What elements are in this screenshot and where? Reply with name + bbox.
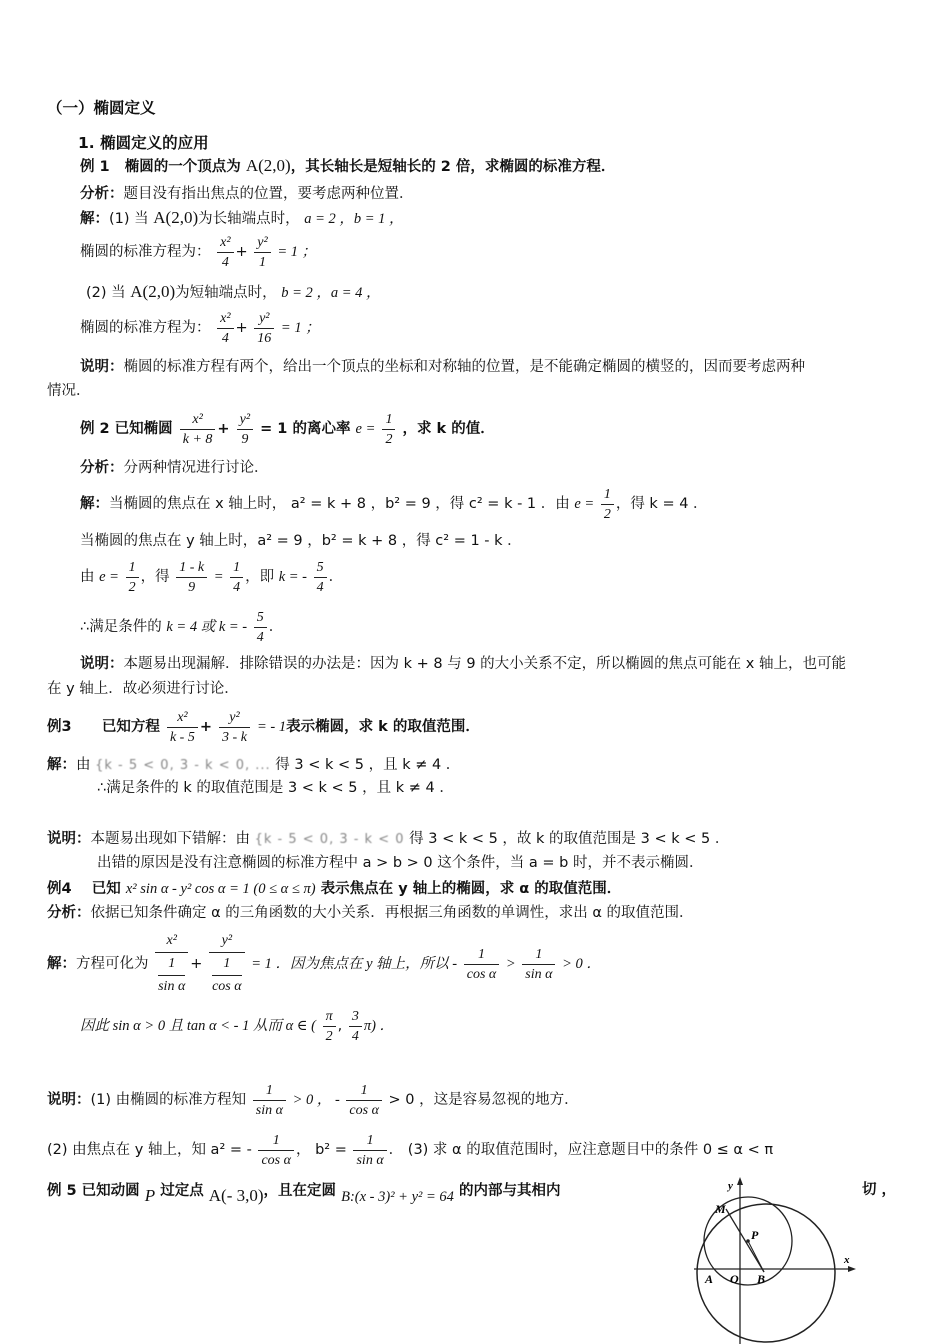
label-b: B bbox=[757, 1272, 766, 1286]
circle-figure bbox=[688, 1175, 858, 1344]
section-title: （一）椭圆定义 bbox=[47, 99, 156, 117]
ex4-note-2: (2) 由焦点在 y 轴上，知 a² = - $\frac{1}{\text{cos α}}$ ， b² = $\frac{1}{\text{sin α}}$ ． (3) 求 α 的取值范围时，应注意题目中的条件 0 ≤ α < π bbox=[47, 1132, 774, 1168]
label-x: x bbox=[844, 1254, 850, 1266]
ex1-problem: 例 1 椭圆的一个顶点为 A(2,0)，其长轴长是短轴长的 2 倍，求椭圆的标准方程． bbox=[80, 156, 616, 175]
ex4-analysis: 分析：依据已知条件确定 α 的三角函数的大小关系．再根据三角函数的单调性，求出 α 的取值范围． bbox=[47, 905, 694, 921]
ex4-problem: 例4 已知 x² sin α - y² cos α = 1 (0 ≤ α ≤ π) 表示焦点在 y 轴上的椭圆，求 α 的取值范围． bbox=[47, 881, 622, 897]
label-m: M bbox=[715, 1202, 726, 1216]
ex2-note: 说明：本题易出现漏解．排除错误的办法是：因为 k + 8 与 9 的大小关系不定，所以椭圆的焦点可能在 x 轴上，也可能 bbox=[80, 656, 846, 672]
ex2-solution-1: 解：当椭圆的焦点在 x 轴上时， a² = k + 8 ，b² = 9 ，得 c² = k - 1 ．由 e = $\frac{1}{2}$ ，得 k = 4 ． bbox=[80, 486, 708, 522]
ex2-solution-3: 由 e = $\frac{1}{2}$ ，得 $\frac{1 - k}{9}$ = $\frac{1}{4}$ ，即 k = - $\frac{5}{4}$ ． bbox=[80, 559, 344, 595]
ex4-solution: 解：方程可化为 x² 1 sin α + y² 1 cos α = 1 ．因为焦点在 y 轴上，所以 - $\frac{1}{\text{cos α}}$ > $\frac{1}{\text{sin α}}$ > 0 ． bbox=[47, 930, 601, 998]
label-a: A bbox=[705, 1272, 714, 1286]
blurred-system: {k - 5 < 0, 3 - k < 0, ... bbox=[95, 758, 271, 773]
ex1-analysis: 分析：题目没有指出焦点的位置，要考虑两种位置． bbox=[80, 186, 414, 202]
ex1-note-cont: 情况． bbox=[47, 383, 91, 399]
ex3-note-cont: 出错的原因是没有注意椭圆的标准方程中 a > b > 0 这个条件，当 a = b 时，并不表示椭圆． bbox=[97, 855, 704, 871]
ex3-conclusion: ∴满足条件的 k 的取值范围是 3 < k < 5 ，且 k ≠ 4 ． bbox=[97, 780, 454, 796]
ex1-solution-1: 解：(1) 当 A(2,0)为长轴端点时， a = 2 ，b = 1 ， bbox=[80, 208, 404, 227]
blurred-system-2: {k - 5 < 0, 3 - k < 0 bbox=[254, 832, 405, 847]
label-o: O bbox=[730, 1272, 739, 1286]
segment-pb bbox=[748, 1241, 764, 1272]
ex5-problem: 例 5 已知动圆 P 过定点 A(- 3,0)，且在定圆 B:(x - 3)² + y² = 64 的内部与其相内 bbox=[47, 1183, 561, 1205]
ex1-equation-1: 椭圆的标准方程为： $\frac{\text{x²}}{4}$ + $\frac{\text{y²}}{1}$ = 1 ； bbox=[80, 234, 317, 270]
ex3-note: 说明：本题易出现如下错解：由 {k - 5 < 0, 3 - k < 0 得 3 < k < 5 ，故 k 的取值范围是 3 < k < 5 ． bbox=[47, 829, 729, 850]
ex2-note-cont: 在 y 轴上．故必须进行讨论． bbox=[47, 681, 239, 697]
label-p: P bbox=[751, 1228, 759, 1242]
ex4-solution-2: 因此 sin α > 0 且 tan α < - 1 从而 α ∈ ( $\frac{\pi}{2}$ , $\frac{3}{4}$ π) ． bbox=[80, 1008, 395, 1044]
subsection-title: 1. 椭圆定义的应用 bbox=[78, 134, 209, 152]
ex2-problem: 例 2 已知椭圆 $\frac{\text{x²}}{k + 8}$ + $\frac{\text{y²}}{9}$ = 1 的离心率 e = $\frac{1}{2}$ ，求 k 的值． bbox=[80, 411, 495, 447]
ex1-note: 说明：椭圆的标准方程有两个，给出一个顶点的坐标和对称轴的位置，是不能确定椭圆的横竖的，因而要考虑两种 bbox=[80, 359, 805, 375]
ex2-conclusion: ∴满足条件的 k = 4 或 k = - $\frac{5}{4}$ ． bbox=[80, 609, 284, 645]
ex5-problem-tail: 切 ， bbox=[862, 1182, 897, 1198]
ex3-problem: 例3 已知方程 $\frac{\text{x²}}{k - 5}$ + $\frac{\text{y²}}{3 - k}$ = - 1表示椭圆，求 k 的取值范围． bbox=[47, 709, 480, 745]
ex2-analysis: 分析：分两种情况进行讨论． bbox=[80, 460, 269, 476]
ex1-equation-2: 椭圆的标准方程为： $\frac{\text{x²}}{4}$ + $\frac{\text{y²}}{16}$ = 1 ； bbox=[80, 310, 320, 346]
label-y: y bbox=[728, 1180, 733, 1192]
ex3-solution: 解：由 {k - 5 < 0, 3 - k < 0, ... 得 3 < k < 5 ，且 k ≠ 4 ． bbox=[47, 755, 460, 776]
ex4-note-1: 说明：(1) 由椭圆的标准方程知 $\frac{1}{\text{sin α}}$ > 0 ， - $\frac{1}{\text{cos α}}$ > 0 ，这是容易忽视的地方． bbox=[47, 1082, 579, 1118]
ex1-solution-2: (2) 当 A(2,0)为短轴端点时， b = 2 ，a = 4 ， bbox=[86, 282, 381, 301]
ex2-solution-2: 当椭圆的焦点在 y 轴上时，a² = 9 ，b² = k + 8 ，得 c² = 1 - k ． bbox=[80, 533, 522, 549]
